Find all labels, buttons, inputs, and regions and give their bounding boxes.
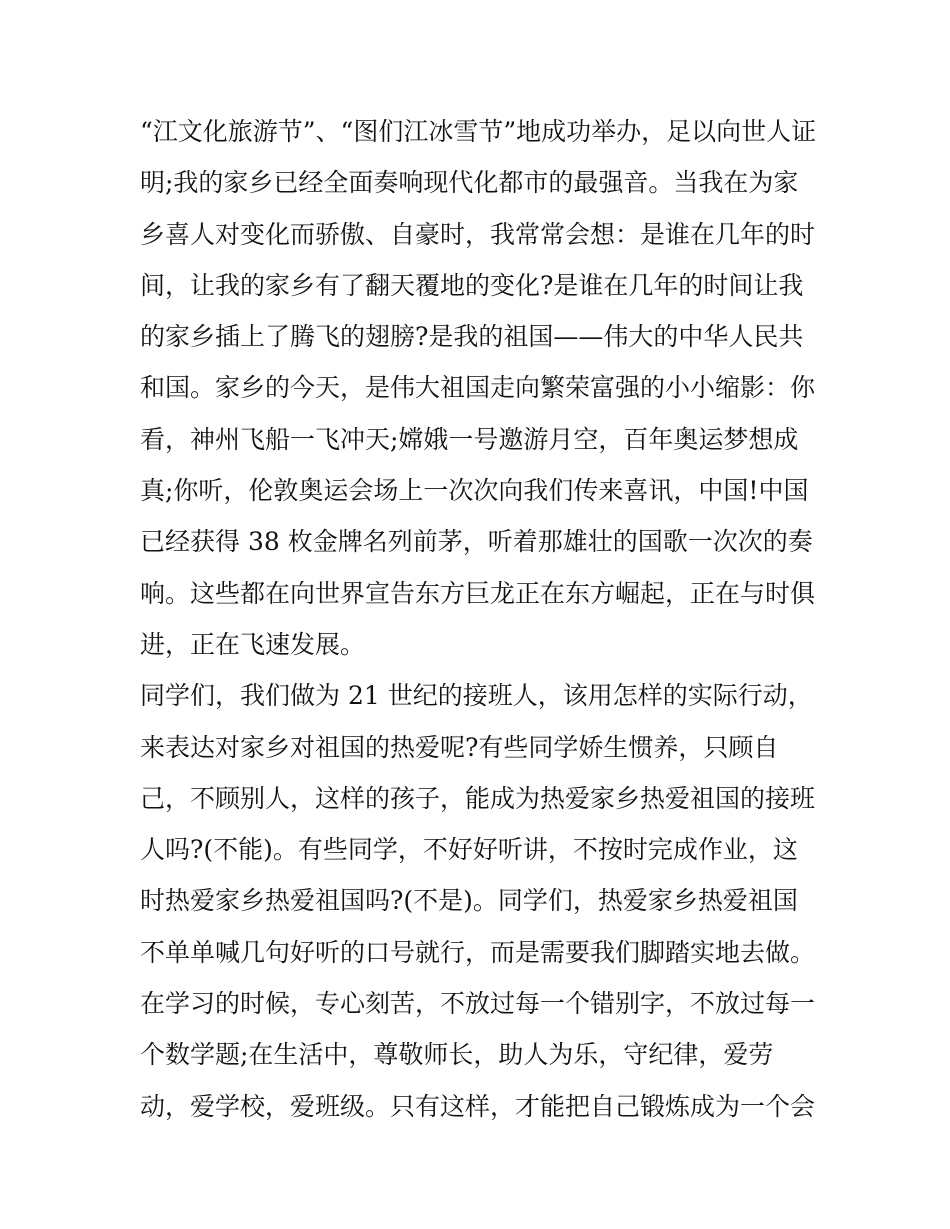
- text-line: 明;我的家乡已经全面奏响现代化都市的最强音。当我在为家: [140, 168, 799, 198]
- text-line: 在学习的时候，专心刻苦，不放过每一个错别字，不放过每一: [140, 989, 816, 1019]
- document-body: [140, 106, 830, 1132]
- text-line: “江文化旅游节”、“图们江冰雪节”地成功举办，足以向世人证: [140, 117, 817, 146]
- text-line: 个数学题;在生活中，尊敬师长，助人为乐，守纪律，爱劳: [140, 1040, 774, 1070]
- text-line: 己，不顾别人，这样的孩子，能成为热爱家乡热爱祖国的接班: [140, 783, 816, 813]
- text-line: 来表达对家乡对祖国的热爱呢?有些同学娇生惯养，只顾自: [140, 732, 779, 762]
- text-line: 乡喜人对变化而骄傲、自豪时，我常常会想：是谁在几年的时: [140, 219, 816, 249]
- text-line: 间，让我的家乡有了翻天覆地的变化?是谁在几年的时间让我: [140, 270, 804, 300]
- text-line: 和国。家乡的今天，是伟大祖国走向繁荣富强的小小缩影：你: [140, 373, 816, 403]
- text-line: 进，正在飞速发展。: [140, 629, 366, 659]
- text-line: 响。这些都在向世界宣告东方巨龙正在东方崛起，正在与时俱: [140, 578, 816, 608]
- text-line: 真;你听，伦敦奥运会场上一次次向我们传来喜讯，中国!中国: [140, 476, 809, 506]
- text-line: 的家乡插上了腾飞的翅膀?是我的祖国——伟大的中华人民共: [140, 322, 804, 352]
- text-line: 时热爱家乡热爱祖国吗?(不是)。同学们，热爱家乡热爱祖国: [140, 886, 798, 916]
- text-line: 不单单喊几句好听的口号就行，而是需要我们脚踏实地去做。: [140, 937, 816, 967]
- text-line: 人吗?(不能)。有些同学，不好好听讲，不按时完成作业，这: [140, 835, 798, 865]
- text-line: 看，神州飞船一飞冲天;嫦娥一号邀游月空，百年奥运梦想成: [140, 424, 799, 454]
- text-line: 已经获得 38 枚金牌名列前茅，听着那雄壮的国歌一次次的奏: [140, 527, 813, 557]
- text-line: 同学们，我们做为 21 世纪的接班人，该用怎样的实际行动，: [140, 681, 813, 711]
- text-line: 动，爱学校，爱班级。只有这样，才能把自己锻炼成为一个会: [140, 1091, 816, 1121]
